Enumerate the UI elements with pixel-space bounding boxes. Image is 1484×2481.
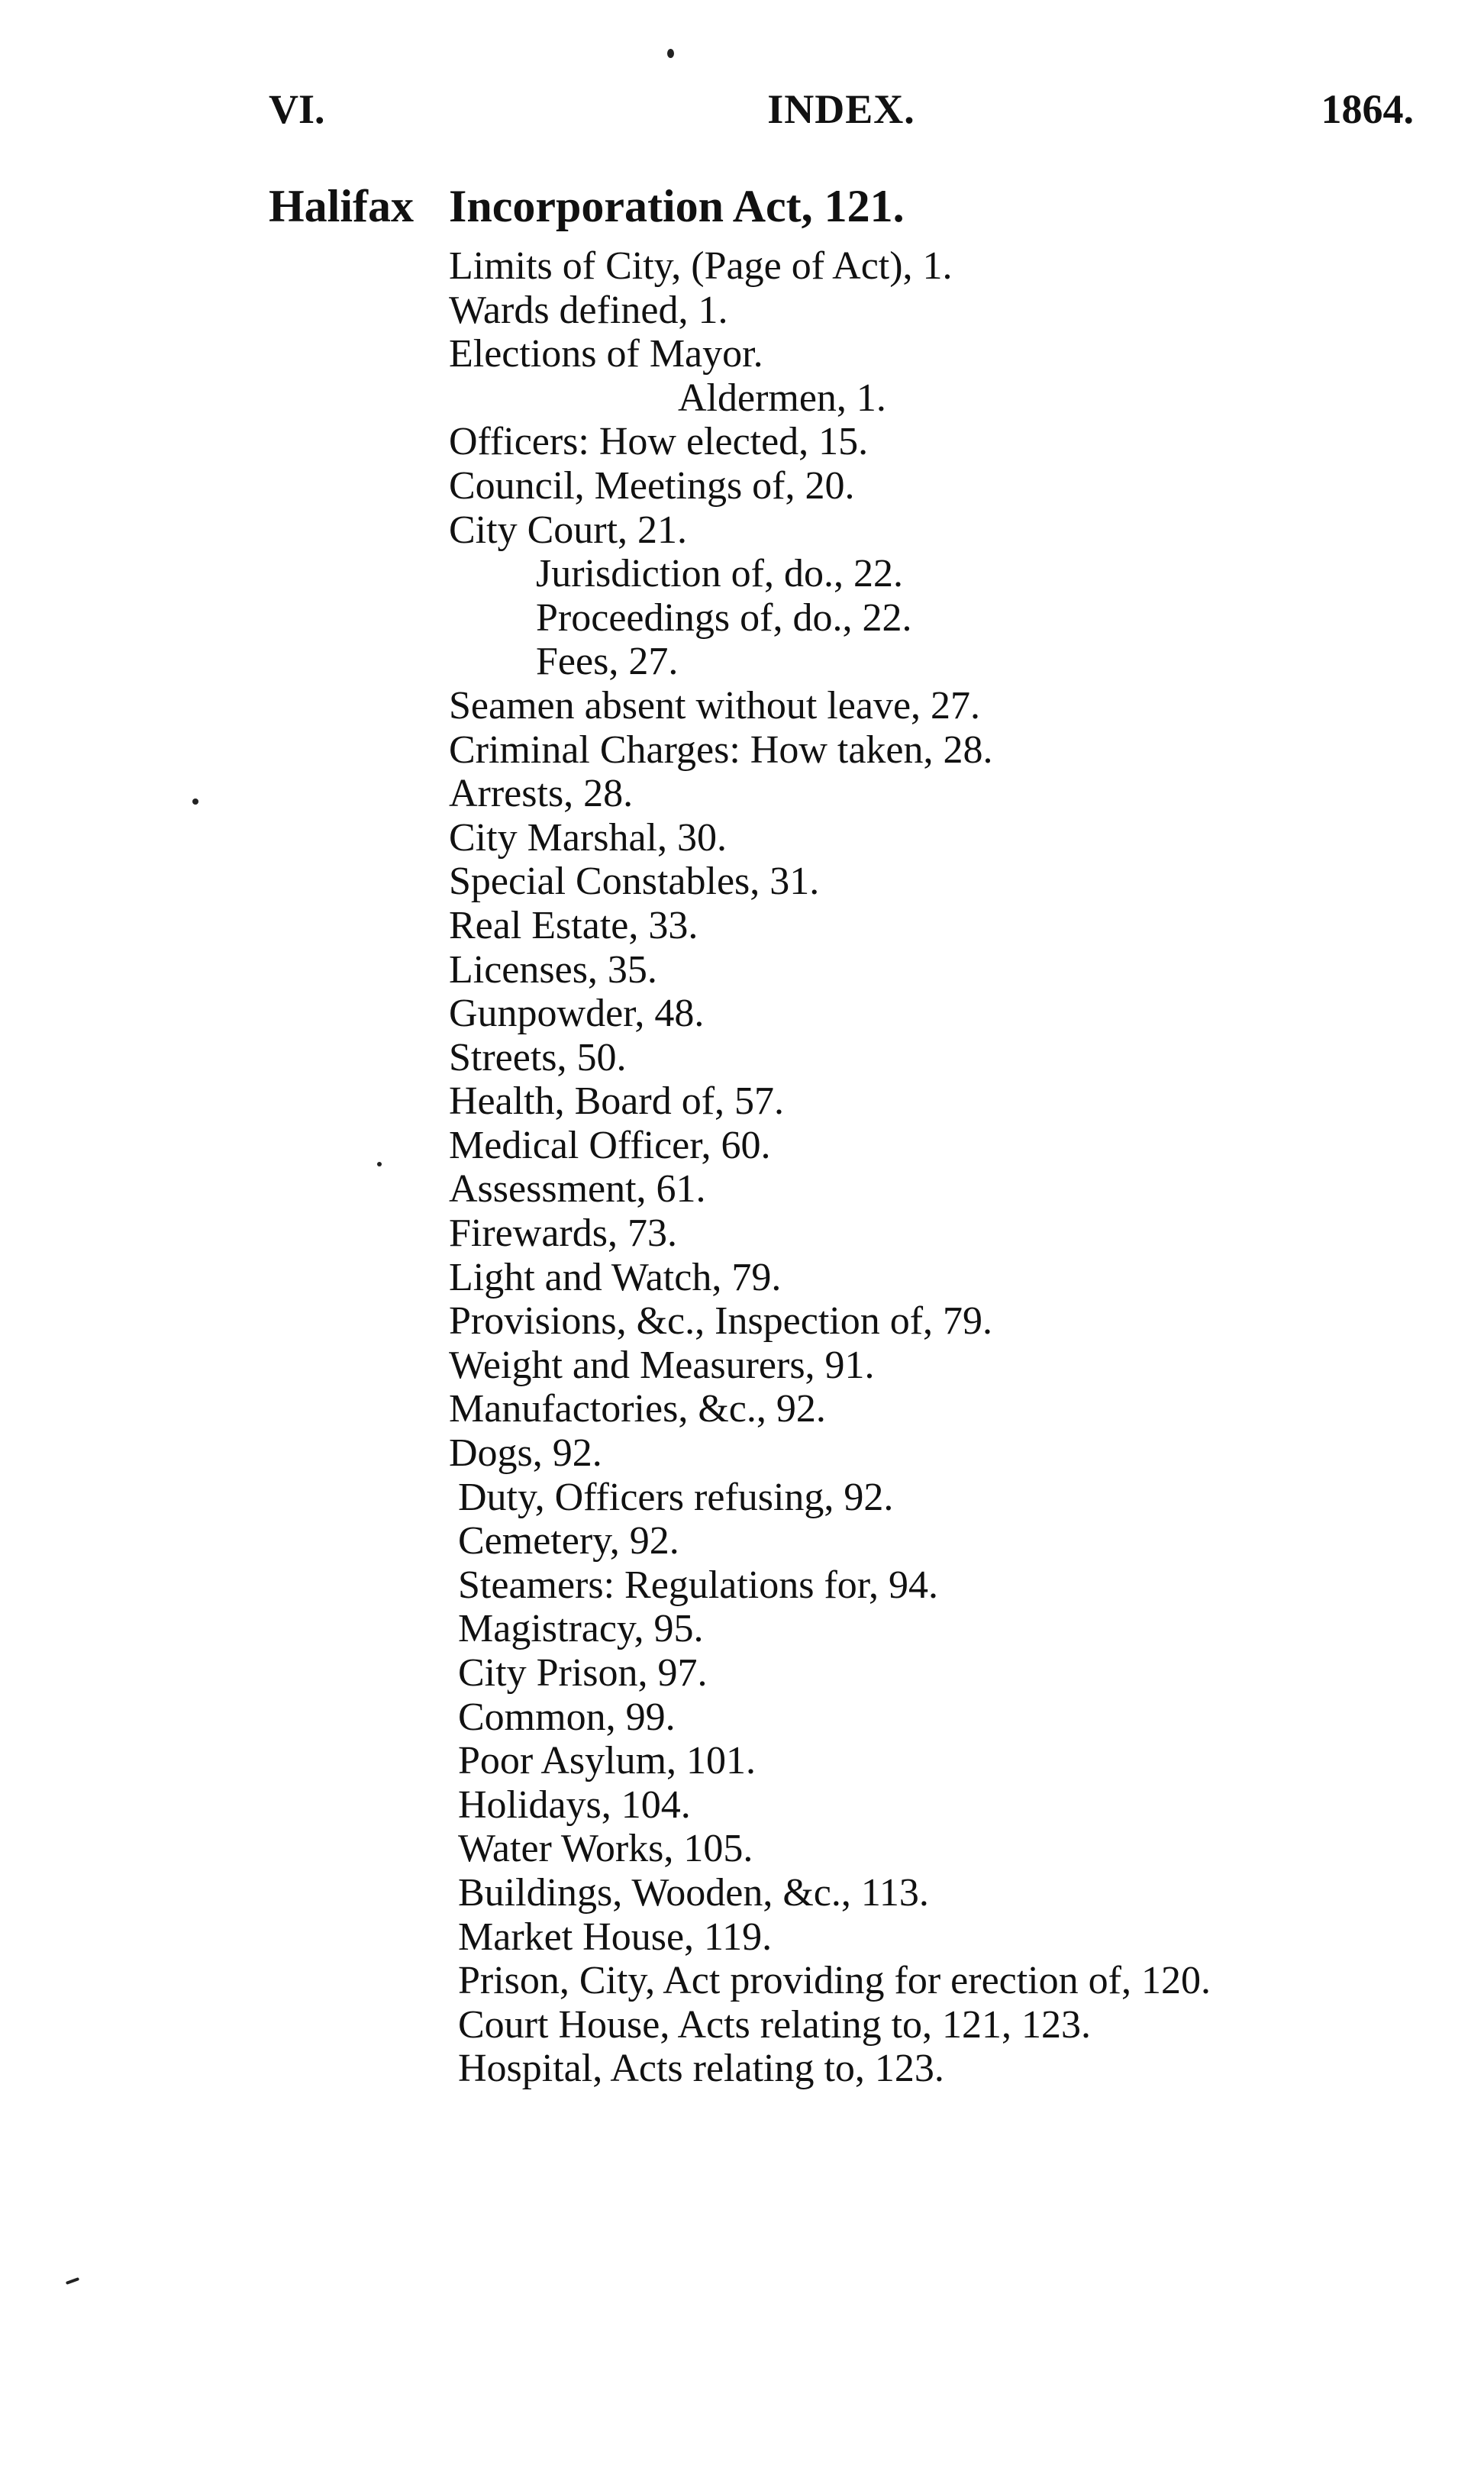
- index-entry: Licenses, 35.: [449, 947, 657, 992]
- running-header: [269, 85, 1414, 147]
- index-entry: Jurisdiction of, do., 22.: [536, 552, 903, 596]
- index-entries: [449, 244, 1457, 2091]
- index-entry: Buildings, Wooden, &c., 113.: [458, 1870, 929, 1915]
- index-entry: Special Constables, 31.: [449, 860, 820, 904]
- index-entry: Manufactories, &c., 92.: [449, 1387, 826, 1431]
- index-entry: Market House, 119.: [458, 1915, 773, 1959]
- index-entry: Hospital, Acts relating to, 123.: [458, 2047, 944, 2091]
- index-entry: Holidays, 104.: [458, 1783, 691, 1827]
- index-entry: Seamen absent without leave, 27.: [449, 683, 981, 728]
- index-entry: Proceedings of, do., 22.: [536, 595, 912, 640]
- index-entry: Officers: How elected, 15.: [449, 420, 869, 464]
- index-entry: Fees, 27.: [536, 640, 679, 684]
- index-entry: Medical Officer, 60.: [449, 1123, 771, 1167]
- index-heading: [269, 180, 905, 233]
- index-entry: City Marshal, 30.: [449, 815, 727, 860]
- index-entry: Aldermen, 1.: [678, 376, 886, 420]
- index-subject: Halifax: [269, 181, 414, 231]
- index-entry: Duty, Officers refusing, 92.: [458, 1475, 894, 1519]
- index-entry: Court House, Acts relating to, 121, 123.: [458, 2002, 1092, 2047]
- index-entry: Magistracy, 95.: [458, 1607, 704, 1651]
- index-entry: Criminal Charges: How taken, 28.: [449, 728, 993, 772]
- index-entry: City Prison, 97.: [458, 1651, 708, 1695]
- index-entry: Poor Asylum, 101.: [458, 1739, 757, 1783]
- index-entry: Weight and Measurers, 91.: [449, 1343, 875, 1387]
- index-entry: Arrests, 28.: [449, 772, 634, 816]
- index-entry: Provisions, &c., Inspection of, 79.: [449, 1299, 993, 1344]
- ink-speck: [192, 799, 198, 805]
- index-entry: Water Works, 105.: [458, 1827, 753, 1871]
- index-entry: Firewards, 73.: [449, 1211, 677, 1256]
- index-entry: Council, Meetings of, 20.: [449, 463, 855, 508]
- index-entry: Health, Board of, 57.: [449, 1079, 785, 1124]
- ink-speck: [377, 1162, 382, 1166]
- page-number: VI.: [269, 86, 325, 132]
- index-entry: Elections of Mayor.: [449, 332, 763, 376]
- index-entry: Streets, 50.: [449, 1035, 627, 1079]
- index-entry: Wards defined, 1.: [449, 288, 728, 332]
- running-title: INDEX.: [767, 86, 915, 132]
- index-entry: Limits of City, (Page of Act), 1.: [449, 244, 953, 288]
- index-entry: City Court, 21.: [449, 508, 688, 552]
- index-entry: Prison, City, Act providing for erection of, 120.: [458, 1959, 1211, 2003]
- year: 1864.: [1321, 86, 1414, 132]
- index-entry: Common, 99.: [458, 1695, 676, 1739]
- ink-speck: [66, 2277, 79, 2285]
- ink-speck: [667, 49, 674, 58]
- index-entry: Real Estate, 33.: [449, 903, 698, 947]
- index-entry: Dogs, 92.: [449, 1431, 602, 1476]
- index-entry: Cemetery, 92.: [458, 1519, 679, 1563]
- index-entry: Light and Watch, 79.: [449, 1255, 782, 1299]
- index-entry: Steamers: Regulations for, 94.: [458, 1563, 939, 1607]
- index-entry: Gunpowder, 48.: [449, 992, 705, 1036]
- index-heading-title: Incorporation Act, 121.: [449, 181, 905, 231]
- index-entry: Assessment, 61.: [449, 1167, 706, 1211]
